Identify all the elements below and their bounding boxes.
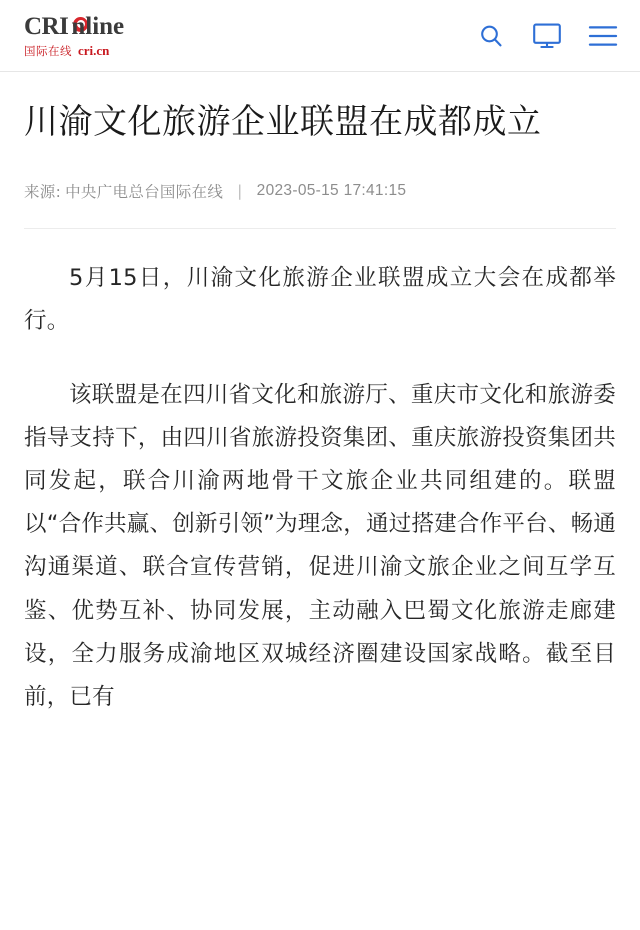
site-logo[interactable]: [24, 14, 124, 58]
site-header: [0, 0, 640, 72]
meta-datetime: 2023-05-15 17:41:15: [256, 182, 407, 200]
header-actions: [476, 21, 618, 51]
page-title: 川渝文化旅游企业联盟在成都成立: [24, 102, 542, 142]
meta-source-label: 来源:: [24, 183, 62, 202]
logo-cri-text: CRI: [24, 12, 69, 40]
menu-icon[interactable]: [588, 21, 618, 51]
meta-divider: [24, 228, 616, 229]
search-icon[interactable]: [476, 21, 506, 51]
meta-separator: |: [237, 182, 243, 201]
logo-wordmark: [24, 14, 124, 39]
article-body: [24, 257, 616, 719]
meta-source-value: 中央广电总台国际在线: [65, 183, 224, 202]
article-meta: [24, 180, 616, 202]
logo-domain: cri.cn: [78, 42, 110, 58]
monitor-icon[interactable]: [532, 21, 562, 51]
logo-online-letters: nline: [71, 12, 125, 40]
logo-cn-name: 国际在线: [24, 43, 72, 58]
article-paragraph: 5月15日，川渝文化旅游企业联盟成立大会在成都举行。: [24, 265, 616, 335]
logo-online-text: [71, 14, 124, 39]
article-container: [0, 72, 640, 719]
logo-subtitle: [24, 44, 124, 58]
article-paragraph: 该联盟是在四川省文化和旅游厅、重庆市文化和旅游委指导支持下，由四川省旅游投资集团、重庆旅游投资集团共同发起，联合川渝两地骨干文旅企业共同组建的。联盟以“合作共赢、创新引领”为理念，通过搭建合作平台、畅通沟通渠道、联合宣传营销，促进川渝文旅企业之间互学互鉴、优势互补、协同发展，主动融入巴蜀文化旅游走廊建设，全力服务成渝地区双城经济圈建设国家战略。截至目前，已有: [24, 381, 616, 710]
